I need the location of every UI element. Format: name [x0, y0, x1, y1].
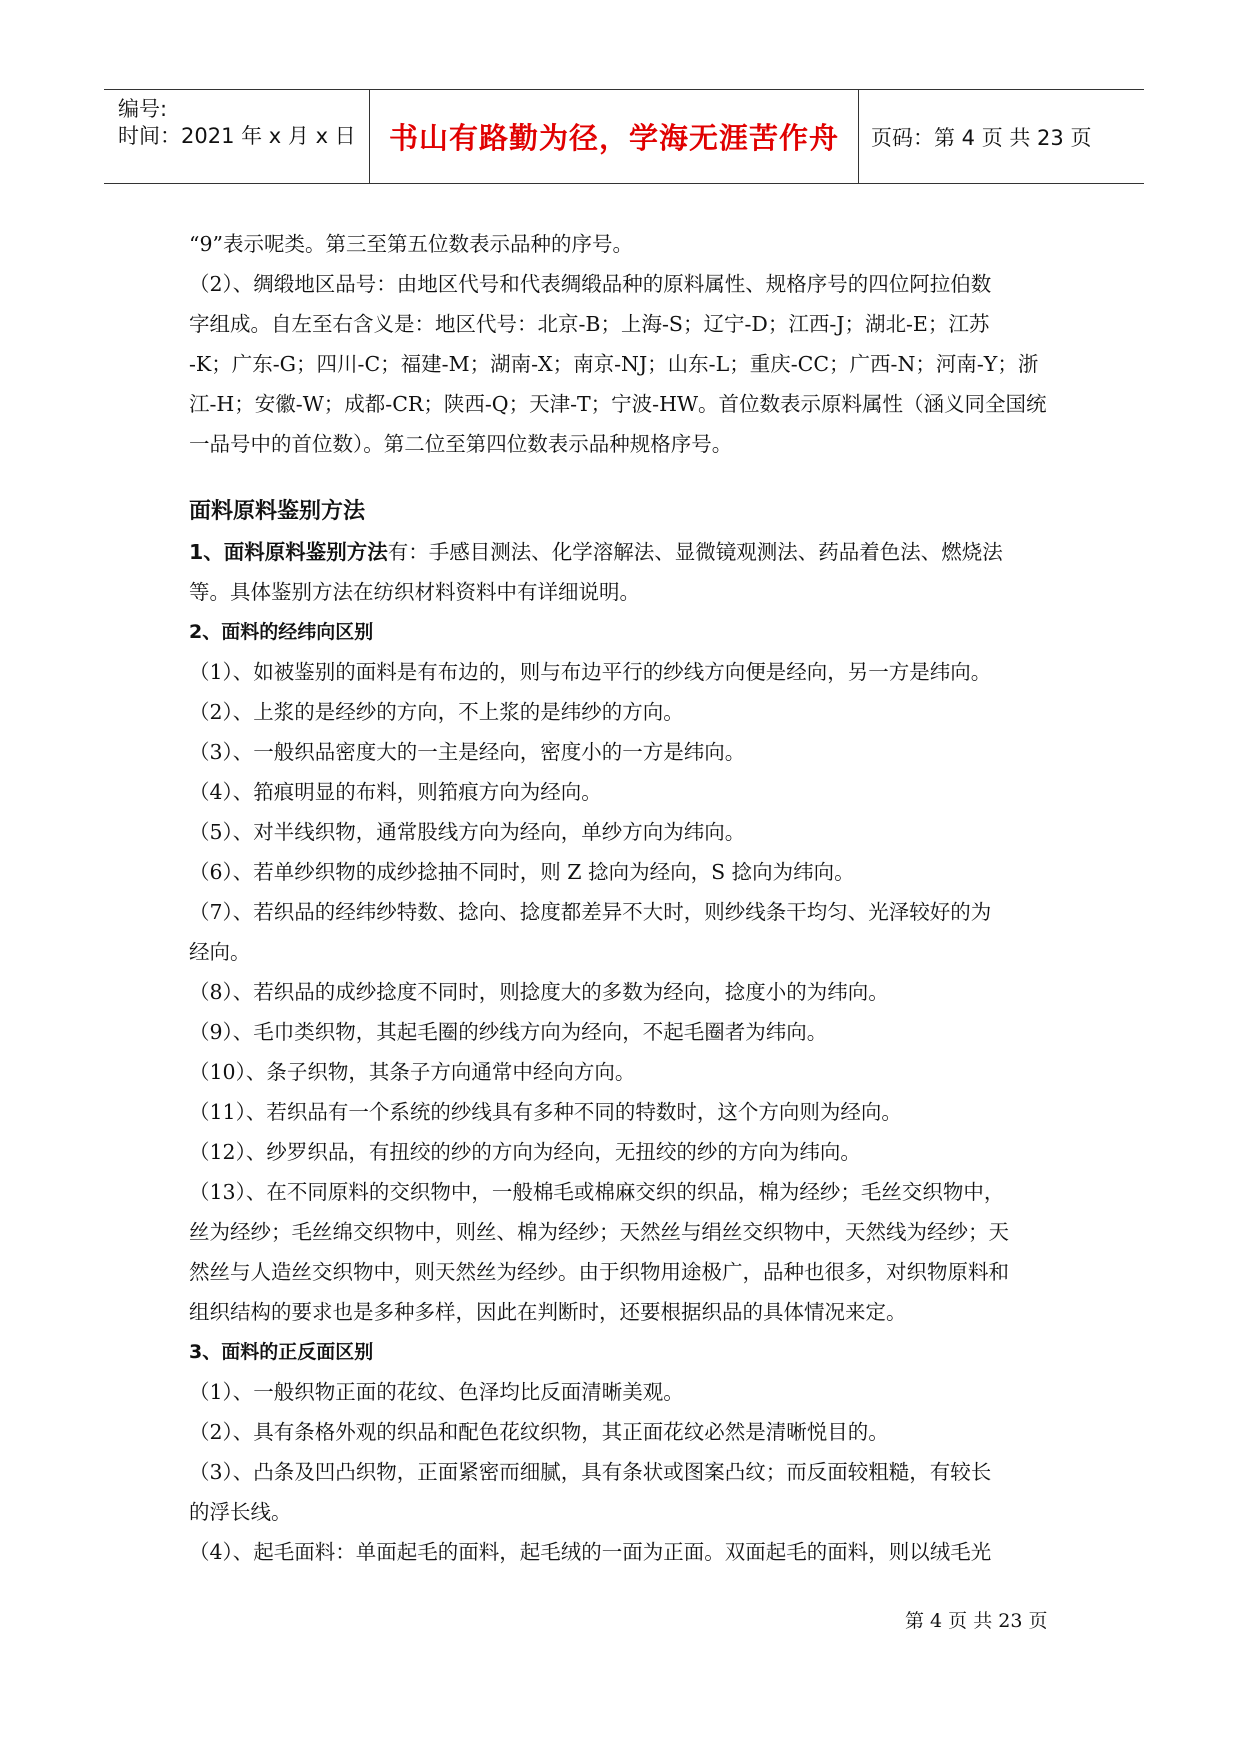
header-motto: 书山有路勤为径，学海无涯苦作舟: [388, 121, 839, 155]
item-1-bold: 1、面料原料鉴别方法: [189, 540, 388, 564]
list-item: （7）、若织品的经纬纱特数、捻向、捻度都差异不大时，则纱线条干均匀、光泽较好的为: [189, 900, 992, 924]
item-1-line: [189, 532, 1065, 572]
document-time-label: 时间：2021 年 x 月 x 日: [118, 124, 356, 148]
paragraph-line: 字组成。自左至右含义是：地区代号：北京-B；上海-S；辽宁-D；江西-J；湖北-E；江苏: [189, 312, 990, 336]
list-item: （3）、凸条及凹凸织物，正面紧密而细腻，具有条状或图案凸纹；而反面较粗糙，有较长: [189, 1460, 992, 1484]
item-2-title: 2、面料的经纬向区别: [189, 621, 374, 643]
paragraph-line: 江-H；安徽-W；成都-CR；陕西-Q；天津-T；宁波-HW。首位数表示原料属性（涵义同全国统: [189, 392, 1047, 416]
list-item: （1）、一般织物正面的花纹、色泽均比反面清晰美观。: [189, 1380, 684, 1404]
page-footer: 第 4 页 共 23 页: [905, 1610, 1048, 1632]
list-item: （10）、条子织物，其条子方向通常中经向方向。: [189, 1060, 636, 1084]
list-item: （8）、若织品的成纱捻度不同时，则捻度大的多数为经向，捻度小的为纬向。: [189, 980, 889, 1004]
paragraph-line: “9”表示呢类。第三至第五位数表示品种的序号。: [189, 232, 634, 256]
header-left-cell: [104, 90, 370, 183]
item-1-line-2: 等。具体鉴别方法在纺织材料资料中有详细说明。: [189, 580, 640, 604]
header-page-info: 页码：第 4 页 共 23 页: [871, 125, 1092, 150]
section-title: 面料原料鉴别方法: [189, 499, 366, 524]
list-item: （4）、筘痕明显的布料，则筘痕方向为经向。: [189, 780, 602, 804]
list-item: （3）、一般织品密度大的一主是经向，密度小的一方是纬向。: [189, 740, 746, 764]
list-item: （9）、毛巾类织物，其起毛圈的纱线方向为经向，不起毛圈者为纬向。: [189, 1020, 828, 1044]
paragraph-line: （2）、绸缎地区品号：由地区代号和代表绸缎品种的原料属性、规格序号的四位阿拉伯数: [189, 272, 992, 296]
header-motto-cell: [370, 90, 859, 183]
list-item: （13）、在不同原料的交织物中，一般棉毛或棉麻交织的织品，棉为经纱；毛丝交织物中，: [189, 1180, 1005, 1204]
paragraph-line: 一品号中的首位数）。第二位至第四位数表示品种规格序号。: [189, 432, 733, 456]
paragraph-line: -K；广东-G；四川-C；福建-M；湖南-X；南京-NJ；山东-L；重庆-CC；广西-N；河南-Y；浙: [189, 352, 1039, 376]
spacer: [189, 464, 1065, 492]
list-item: 的浮长线。: [189, 1500, 292, 1524]
document-body: [189, 224, 1065, 1572]
list-item: 组织结构的要求也是多种多样，因此在判断时，还要根据织品的具体情况来定。: [189, 1300, 907, 1324]
list-item: （2）、上浆的是经纱的方向，不上浆的是纬纱的方向。: [189, 700, 684, 724]
item-3-title: 3、面料的正反面区别: [189, 1341, 374, 1363]
item-1-rest: 有：手感目测法、化学溶解法、显微镜观测法、药品着色法、燃烧法: [387, 540, 1003, 564]
page-header: [104, 89, 1144, 184]
list-item: 然丝与人造丝交织物中，则天然丝为经纱。由于织物用途极广，品种也很多，对织物原料和: [189, 1260, 1009, 1284]
header-page-cell: [859, 90, 1144, 183]
list-item: 经向。: [189, 940, 251, 964]
list-item: （6）、若单纱织物的成纱捻抽不同时，则 Z 捻向为经向，S 捻向为纬向。: [189, 860, 855, 884]
list-item: （2）、具有条格外观的织品和配色花纹织物，其正面花纹必然是清晰悦目的。: [189, 1420, 889, 1444]
list-item: （4）、起毛面料：单面起毛的面料，起毛绒的一面为正面。双面起毛的面料，则以绒毛光: [189, 1540, 992, 1564]
list-item: （12）、纱罗织品，有扭绞的纱的方向为经向，无扭绞的纱的方向为纬向。: [189, 1140, 861, 1164]
list-item: （1）、如被鉴别的面料是有布边的，则与布边平行的纱线方向便是经向，另一方是纬向。: [189, 660, 992, 684]
list-item: （5）、对半线织物，通常股线方向为经向，单纱方向为纬向。: [189, 820, 746, 844]
list-item: 丝为经纱；毛丝绵交织物中，则丝、棉为经纱；天然丝与绢丝交织物中，天然线为经纱；天: [189, 1220, 1009, 1244]
document-number-label: 编号:: [118, 97, 168, 121]
list-item: （11）、若织品有一个系统的纱线具有多种不同的特数时，这个方向则为经向。: [189, 1100, 902, 1124]
